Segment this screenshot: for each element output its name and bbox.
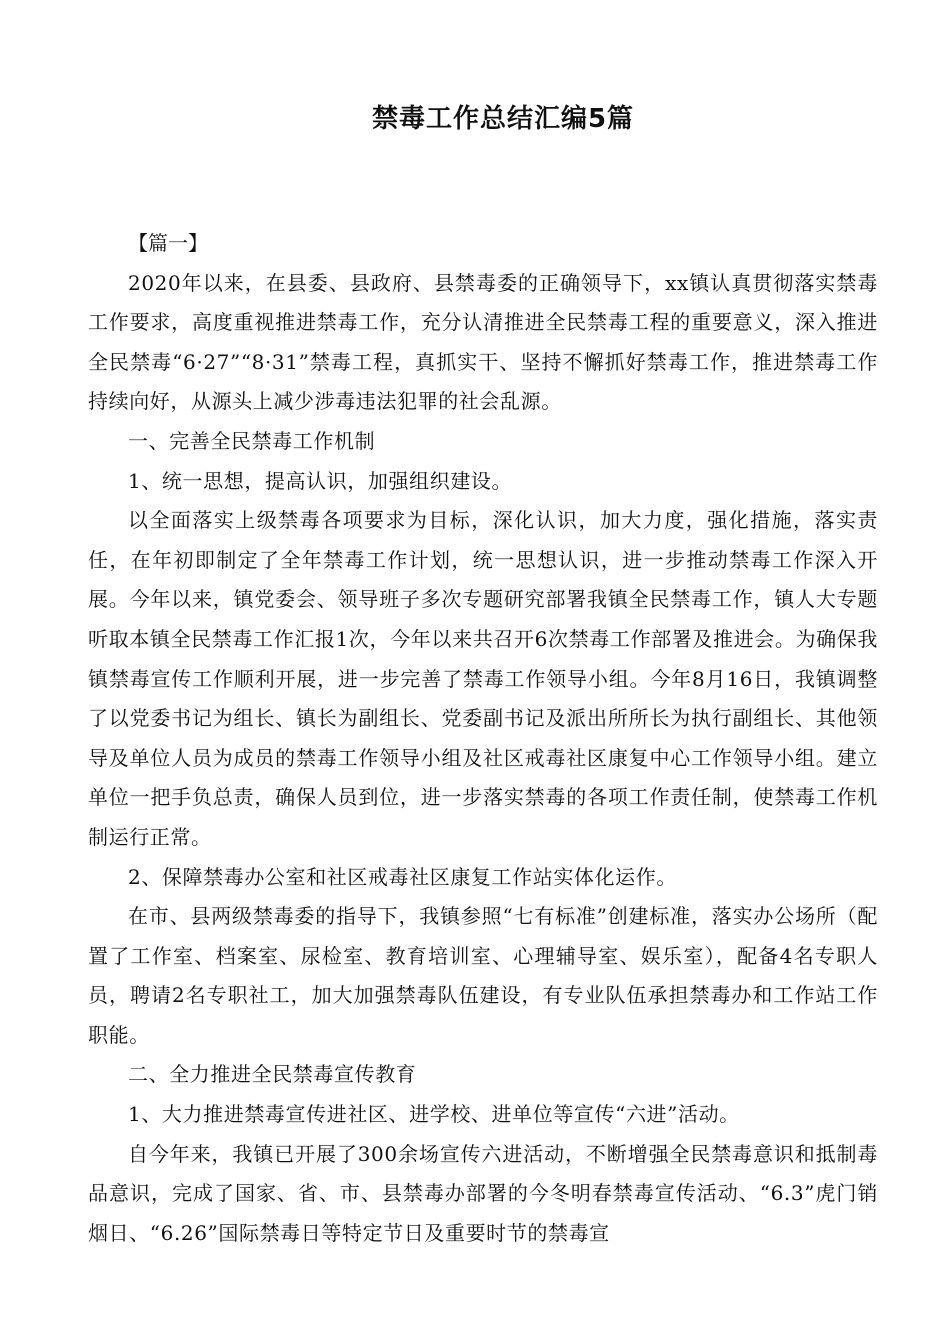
- document-title: 禁毒工作总结汇编5篇: [371, 104, 635, 134]
- subheading-2-1: 1、大力推进禁毒宣传进社区、进学校、进单位等宣传“六进”活动。: [128, 1102, 740, 1127]
- paragraph-intro: 2020年以来，在县委、县政府、县禁毒委的正确领导下，xx镇认真贯彻落实禁毒工作要求，高度重视推进禁毒工作，充分认清推进全民禁毒工程的重要意义，深入推进全民禁毒“6·27”“8·31”禁毒工程，真抓实干、坚持不懈抓好禁毒工作，推进禁毒工作持续向好，从源头上减少涉毒违法犯罪的社会乱源。: [88, 270, 878, 414]
- subheading-1-1: 1、统一思想，提高认识，加强组织建设。: [128, 468, 513, 493]
- section-tag: 【篇一】: [128, 231, 208, 255]
- heading-section-1: 一、完善全民禁毒工作机制: [128, 428, 376, 453]
- paragraph-1-1: 以全面落实上级禁毒各项要求为目标，深化认识，加大力度，强化措施，落实责任，在年初即制定了全年禁毒工作计划，统一思想认识，进一步推动禁毒工作深入开展。今年以来，镇党委会、领导班子多次专题研究部署我镇全民禁毒工作，镇人大专题听取本镇全民禁毒工作汇报1次，今年以来共召开6次禁毒工作部署及推进会。为确保我镇禁毒宣传工作顺利开展，进一步完善了禁毒工作领导小组。今年8月16日，我镇调整了以党委书记为组长、镇长为副组长、党委副书记及派出所所长为执行副组长、其他领导及单位人员为成员的禁毒工作领导小组及社区戒毒社区康复中心工作领导小组。建立单位一把手负总责，确保人员到位，进一步落实禁毒的各项工作责任制，使禁毒工作机制运行正常。: [88, 508, 878, 849]
- subheading-1-2: 2、保障禁毒办公室和社区戒毒社区康复工作站实体化运作。: [128, 864, 677, 889]
- paragraph-1-2: 在市、县两级禁毒委的指导下，我镇参照“七有标准”创建标准，落实办公场所（配置了工作室、档案室、尿检室、教育培训室、心理辅导室、娱乐室），配备4名专职人员，聘请2名专职社工，加大加强禁毒队伍建设，有专业队伍承担禁毒办和工作站工作职能。: [88, 904, 878, 1047]
- paragraph-2-1: 自今年来，我镇已开展了300余场宣传六进活动，不断增强全民禁毒意识和抵制毒品意识，完成了国家、省、市、县禁毒办部署的今冬明春禁毒宣传活动、“6.3”虎门销烟日、“6.26”国际禁毒日等特定节日及重要时节的禁毒宣: [88, 1141, 878, 1245]
- document-body: [88, 224, 878, 1253]
- heading-section-2: 二、全力推进全民禁毒宣传教育: [128, 1062, 417, 1087]
